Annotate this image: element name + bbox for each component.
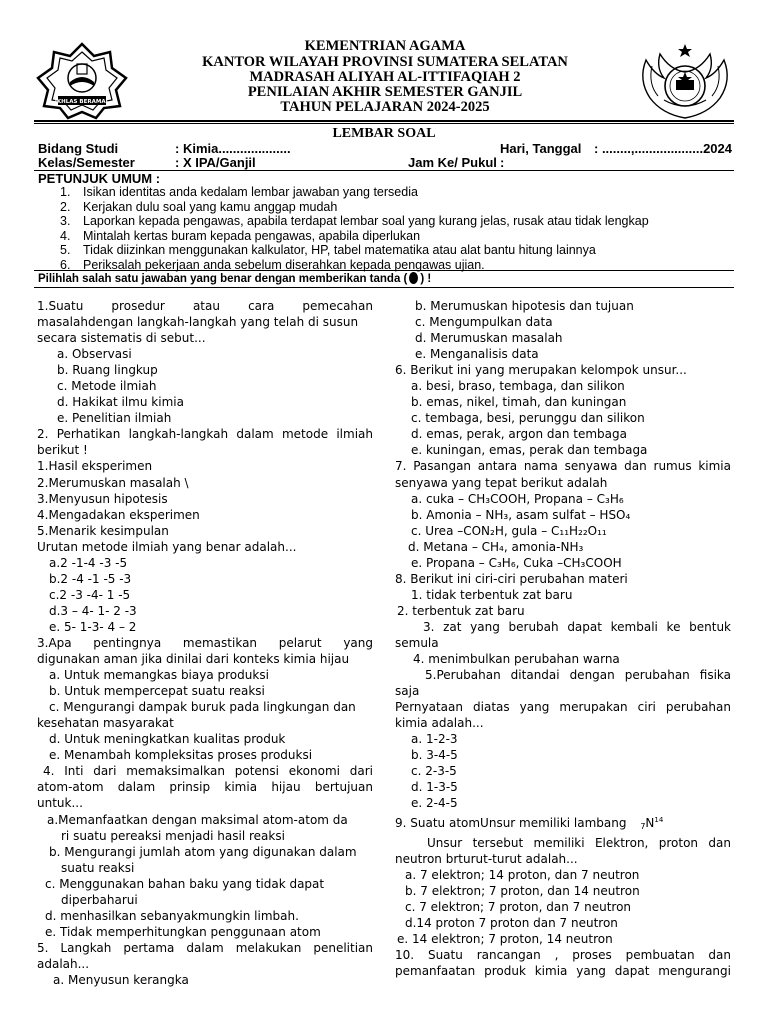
q2-step: 3.Menyusun hipotesis bbox=[37, 491, 168, 506]
q3-text: digunakan aman jika dinilai dari konteks kimia hijau bbox=[37, 652, 350, 667]
q9-option: b. 7 elektron; 7 proton, dan 14 neutron bbox=[405, 883, 640, 898]
q7-option: c. Urea –CON₂H, gula – C₁₁H₂₂O₁₁ bbox=[411, 523, 607, 538]
q1-option: e. Penelitian ilmiah bbox=[57, 411, 172, 426]
q6-option: e. kuningan, emas, perak dan tembaga bbox=[411, 443, 648, 458]
q7-text: 7. Pasangan antara nama senyawa dan rumus kimia bbox=[395, 459, 731, 474]
instruction-item: 3. Laporkan kepada pengawas, apabila terdapat lembar soal yang kurang jelas, rusak atau tidak lengkap bbox=[60, 214, 649, 229]
q7-option: a. cuka – CH₃COOH, Propana – C₃H₆ bbox=[411, 491, 624, 506]
q5-text: 5. Langkah pertama dalam melakukan penelitian bbox=[37, 940, 373, 955]
q3-option: c. Mengurangi dampak buruk pada lingkungan dan bbox=[49, 700, 356, 715]
q5-option: d. Merumuskan masalah bbox=[415, 331, 563, 346]
header-divider-top bbox=[34, 120, 734, 122]
questions-left-column bbox=[37, 298, 373, 988]
q4-option: a.Memanfaatkan dengan maksimal atom-atom da bbox=[47, 812, 348, 827]
madrasah-logo-icon bbox=[636, 40, 734, 122]
q9-text: 9. Suatu atomUnsur memiliki lambang $_7N^{14}$ bbox=[395, 815, 664, 831]
questions-divider bbox=[34, 287, 734, 288]
sheet-title: LEMBAR SOAL bbox=[332, 126, 436, 141]
q4-option: ri suatu pereaksi menjadi hasil reaksi bbox=[61, 828, 285, 843]
q7-option: d. Metana – CH₄, amonia-NH₃ bbox=[408, 539, 584, 554]
q1-option: c. Metode ilmiah bbox=[57, 379, 157, 394]
questions-right-column bbox=[395, 298, 731, 979]
q5-text: adalah... bbox=[37, 956, 90, 971]
instruction-item: 1. Isikan identitas anda kedalam lembar jawaban yang tersedia bbox=[60, 185, 418, 199]
instruction-item: 5. Tidak diizinkan menggunakan kalkulator, HP, tabel matematika atau alat bantu hitung lainnya bbox=[60, 243, 596, 258]
instruction-item: 2. Kerjakan dulu soal yang kamu anggap mudah bbox=[60, 199, 338, 214]
q9-option: d.14 proton 7 proton dan 7 neutron bbox=[405, 915, 618, 930]
q2-step: 2.Merumuskan masalah \ bbox=[37, 475, 189, 490]
header-line-1: KEMENTRIAN AGAMA bbox=[304, 38, 466, 54]
filled-bubble-icon bbox=[409, 272, 418, 284]
q10-text: 10. Suatu rancangan , proses pembuatan dan bbox=[395, 947, 731, 962]
subject-label: Bidang Studi bbox=[38, 141, 119, 156]
q8-text: kimia adalah... bbox=[395, 716, 484, 731]
q2-option: d.3 – 4- 1- 2 -3 bbox=[49, 603, 137, 618]
q9-text: neutron brturut-turut adalah... bbox=[395, 851, 578, 866]
q1-option: b. Ruang lingkup bbox=[57, 363, 158, 378]
class-semester-value: : X IPA/Ganjil bbox=[175, 155, 256, 170]
answer-instruction: Pilihlah salah satu jawaban yang benar dengan memberikan tanda ( ) ! bbox=[38, 273, 432, 285]
q6-option: d. emas, perak, argon dan tembaga bbox=[411, 427, 627, 442]
q4-text: atom-atom dalam prinsip kimia hijau bertujuan bbox=[37, 780, 373, 795]
q8-statement: 1. tidak terbentuk zat baru bbox=[411, 587, 573, 602]
q1-text: masalahdengan langkah-langkah yang telah di susun bbox=[37, 315, 359, 330]
q6-option: a. besi, braso, tembaga, dan silikon bbox=[411, 379, 625, 394]
q2-text: 2. Perhatikan langkah-langkah dalam metode ilmiah bbox=[37, 427, 373, 442]
header-line-2: KANTOR WILAYAH PROVINSI SUMATERA SELATAN bbox=[202, 54, 568, 70]
instruction-item: 4. Mintalah kertas buram kepada pengawas, apabila diperlukan bbox=[60, 228, 421, 243]
q4-text: untuk... bbox=[37, 796, 83, 811]
exam-header bbox=[0, 0, 768, 122]
q8-statement: 5.Perubahan ditandai dengan perubahan fisika bbox=[425, 668, 731, 683]
q3-option: kesehatan masyarakat bbox=[37, 716, 174, 731]
q8-option: a. 1-2-3 bbox=[411, 732, 458, 747]
q8-text: 8. Berikut ini ciri-ciri perubahan materi bbox=[395, 571, 628, 586]
q2-option: e. 5- 1-3- 4 – 2 bbox=[49, 619, 137, 634]
q4-option: diperbaharui bbox=[61, 892, 138, 907]
q2-option: b.2 -4 -1 -5 -3 bbox=[49, 571, 132, 586]
q9-text: Unsur tersebut memiliki Elektron, proton dan bbox=[427, 835, 731, 850]
q3-option: d. Untuk meningkatkan kualitas produk bbox=[49, 732, 286, 747]
q6-text: 6. Berikut ini yang merupakan kelompok unsur... bbox=[395, 363, 687, 378]
q2-text: Urutan metode ilmiah yang benar adalah... bbox=[37, 539, 297, 554]
q8-statement: semula bbox=[395, 635, 439, 650]
hour-time-value: : bbox=[500, 155, 505, 170]
q1-text: 1.Suatu prosedur atau cara pemecahan bbox=[37, 299, 373, 313]
header-line-5: TAHUN PELAJARAN 2024-2025 bbox=[280, 99, 490, 115]
header-line-4: PENILAIAN AKHIR SEMESTER GANJIL bbox=[247, 84, 523, 100]
q2-text: berikut ! bbox=[37, 443, 88, 458]
q3-option: b. Untuk mempercepat suatu reaksi bbox=[49, 684, 265, 699]
q8-statement: 4. menimbulkan perubahan warna bbox=[413, 652, 620, 667]
q7-option: b. Amonia – NH₃, asam sulfat – HSO₄ bbox=[411, 507, 631, 522]
q3-option: e. Menambah kompleksitas proses produksi bbox=[49, 748, 313, 763]
q1-text: secara sistematis di sebut... bbox=[37, 331, 206, 346]
q1-option: d. Hakikat ilmu kimia bbox=[57, 395, 184, 410]
hour-time-label: Jam Ke/ Pukul bbox=[408, 155, 497, 170]
q4-option: d. menhasilkan sebanyakmungkin limbah. bbox=[45, 908, 299, 923]
instruction-item: 6. Periksalah pekerjaan anda sebelum diserahkan kepada pengawas ujian. bbox=[60, 257, 485, 272]
q10-text: pemanfaatan produk kimia yang dapat mengurangi bbox=[395, 963, 731, 978]
q4-option: suatu reaksi bbox=[61, 860, 135, 875]
q4-option: b. Mengurangi jumlah atom yang digunakan dalam bbox=[49, 844, 357, 859]
q2-option: a.2 -1-4 -3 -5 bbox=[49, 555, 128, 570]
header-divider-bottom bbox=[34, 123, 734, 124]
q2-step: 4.Mengadakan eksperimen bbox=[37, 507, 200, 522]
q4-option: e. Tidak memperhitungkan penggunaan atom bbox=[45, 924, 321, 939]
q5-option: e. Menganalisis data bbox=[415, 347, 539, 362]
day-date-label: Hari, Tanggal bbox=[500, 141, 582, 156]
q8-text: Pernyataan diatas yang merupakan ciri perubahan bbox=[395, 700, 731, 715]
q9-option: c. 7 elektron; 7 proton, dan 7 neutron bbox=[405, 899, 632, 914]
q6-option: b. emas, nikel, timah, dan kuningan bbox=[411, 395, 627, 410]
subject-value: : Kimia.................... bbox=[175, 141, 291, 156]
instructions-title: PETUNJUK UMUM : bbox=[38, 171, 161, 186]
q1-option: a. Observasi bbox=[57, 347, 132, 362]
q9-option: a. 7 elektron; 14 proton, dan 7 neutron bbox=[405, 867, 640, 882]
q8-statement: saja bbox=[395, 684, 420, 699]
q4-text: 4. Inti dari memaksimalkan potensi ekonomi dari bbox=[43, 764, 373, 779]
ministry-logo-icon bbox=[36, 42, 128, 120]
q2-step: 5.Menarik kesimpulan bbox=[37, 523, 169, 538]
q3-option: a. Untuk memangkas biaya produksi bbox=[49, 668, 269, 683]
q8-statement: 3. zat yang berubah dapat kembali ke bentuk bbox=[423, 619, 731, 634]
q8-option: d. 1-3-5 bbox=[411, 780, 458, 795]
svg-text:IKHLAS BERAMAL: IKHLAS BERAMAL bbox=[54, 99, 110, 105]
q9-option: e. 14 elektron; 7 proton, 14 neutron bbox=[397, 931, 613, 946]
q2-step: 1.Hasil eksperimen bbox=[37, 459, 153, 474]
q5-option: c. Mengumpulkan data bbox=[415, 315, 553, 330]
q5-option: a. Menyusun kerangka bbox=[53, 972, 189, 987]
q8-statement: 2. terbentuk zat baru bbox=[397, 603, 525, 618]
q3-text: 3.Apa pentingnya memastikan pelarut yang bbox=[37, 635, 373, 650]
q7-option: e. Propana – C₃H₆, Cuka –CH₃COOH bbox=[411, 555, 622, 570]
day-date-value: : ........,...................2024 bbox=[594, 141, 732, 156]
class-semester-label: Kelas/Semester bbox=[38, 155, 135, 170]
q5-option: b. Merumuskan hipotesis dan tujuan bbox=[415, 299, 634, 313]
q4-option: c. Menggunakan bahan baku yang tidak dapat bbox=[45, 876, 325, 891]
q8-option: c. 2-3-5 bbox=[411, 764, 457, 779]
header-line-3: MADRASAH ALIYAH AL-ITTIFAQIAH 2 bbox=[249, 69, 521, 85]
q6-option: c. tembaga, besi, perunggu dan silikon bbox=[411, 411, 645, 426]
q8-option: e. 2-4-5 bbox=[411, 796, 458, 811]
q7-text: senyawa yang tepat berikut adalah bbox=[395, 475, 608, 490]
q2-option: c.2 -3 -4- 1 -5 bbox=[49, 587, 131, 602]
instructions-list bbox=[60, 185, 740, 273]
q8-option: b. 3-4-5 bbox=[411, 748, 458, 763]
instructions-divider bbox=[34, 270, 734, 271]
